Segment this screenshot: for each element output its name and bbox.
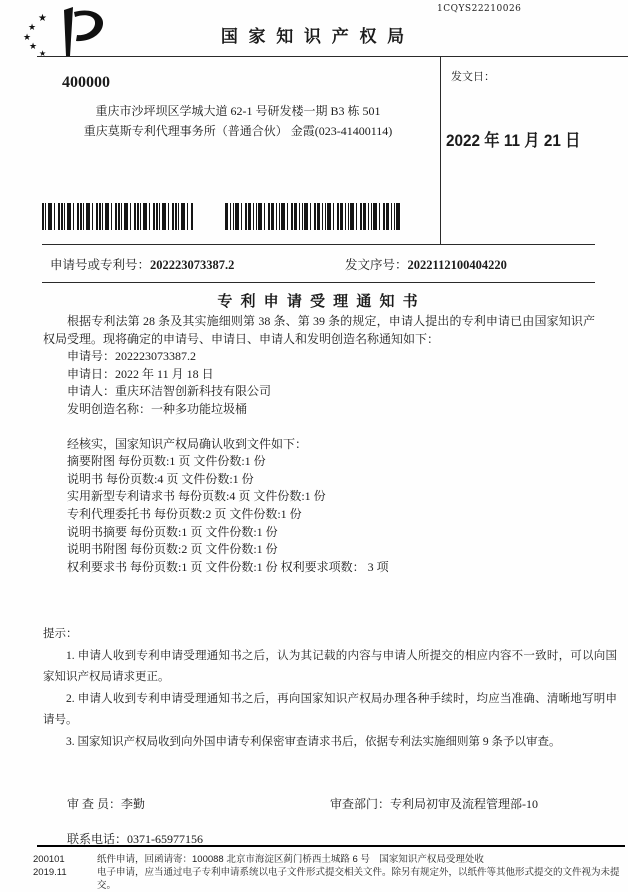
- header-divider: [37, 56, 628, 57]
- tips-section: [43, 624, 617, 753]
- office-title: 国 家 知 识 产 权 局: [220, 27, 408, 46]
- star-icon: ★: [38, 13, 47, 24]
- application-number-value: 202223073387.2: [150, 258, 235, 272]
- field-invention-title: [43, 401, 595, 419]
- form-code: 200101: [33, 854, 65, 865]
- confirm-line: 经核实，国家知识产权局确认收到文件如下：: [67, 436, 308, 451]
- footer-divider: [37, 845, 625, 847]
- serial-number-row: [345, 255, 507, 273]
- tip-item: 3. 国家知识产权局收到向外国申请专利保密审查请求书后，依据专利法实施细则第 9 条予以审查。: [66, 735, 561, 748]
- received-document-item: 权利要求书 每份页数:1 页 文件份数:1 份 权利要求项数： 3 项: [67, 559, 389, 574]
- examiner-row: [67, 795, 145, 812]
- field-value: 重庆环洁智创新科技有限公司: [115, 384, 272, 399]
- serial-number-label: 发文序号：: [345, 258, 408, 272]
- form-footer-text: [97, 853, 623, 892]
- field-applicant: [43, 383, 595, 401]
- footer-electronic-instruction: 电子申请，应当通过电子专利申请系统以电子文件形式提交相关文件。除另有规定外，以纸件等其他形式提交的文件视为未提交。: [97, 867, 620, 891]
- field-label: 申请号：: [67, 349, 116, 364]
- phone-value: 0371-65977156: [127, 832, 204, 846]
- barcode-application-number: [42, 203, 194, 230]
- field-value: 202223073387.2: [115, 349, 197, 364]
- field-value: 2022 年 11 月 18 日: [115, 366, 214, 381]
- address-date-divider: [440, 57, 441, 245]
- field-label: 申请日：: [67, 366, 116, 381]
- examiner-label: 审 查 员：: [67, 797, 122, 811]
- star-icon: ★: [29, 41, 38, 51]
- field-application-number: [43, 348, 595, 366]
- field-filing-date: [43, 366, 595, 384]
- star-icon: ★: [28, 22, 37, 32]
- barcode-serial-number: [225, 203, 401, 230]
- tip-item: 2. 申请人收到专利申请受理通知书之后，再向国家知识产权局办理各种手续时，均应当准确、清晰地写明申请号。: [43, 692, 617, 726]
- tips-heading: 提示：: [43, 628, 78, 640]
- recipient-address-line1: 重庆市沙坪坝区学城大道 62-1 号研发楼一期 B3 栋 501: [95, 104, 381, 118]
- received-document-item: 说明书附图 每份页数:2 页 文件份数:1 份: [67, 542, 278, 557]
- notice-intro: 根据专利法第 28 条及其实施细则第 38 条、第 39 条的规定，申请人提出的专利申请已由国家知识产权局受理。现将确定的申请号、申请日、申请人和发明创造名称通知如下：: [43, 314, 595, 346]
- field-label: 申请人：: [67, 384, 116, 399]
- dispatch-date-value: 2022 年 11 月 21 日: [446, 131, 581, 150]
- recipient-address-line2: 重庆莫斯专利代理事务所（普通合伙） 金霞(023-41400114): [83, 124, 393, 138]
- field-label: 发明创造名称：: [67, 401, 152, 416]
- postal-code: 400000: [62, 74, 110, 91]
- tip-item: 1. 申请人收到专利申请受理通知书之后，认为其记载的内容与申请人所提交的相应内容不一致时，可以向国家知识产权局请求更正。: [43, 649, 617, 683]
- reference-top-divider: [42, 244, 595, 245]
- field-value: 一种多功能垃圾桶: [151, 401, 248, 416]
- star-icon: ★: [23, 32, 32, 42]
- received-document-item: 说明书 每份页数:4 页 文件份数:1 份: [67, 471, 254, 486]
- application-number-row: [50, 255, 234, 273]
- department-value: 专利局初审及流程管理部-10: [390, 797, 539, 811]
- notice-body: [43, 313, 595, 576]
- phone-label: 联系电话：: [67, 832, 128, 846]
- application-number-label: 申请号或专利号：: [50, 258, 151, 272]
- department-label: 审查部门：: [330, 797, 391, 811]
- notice-title: 专 利 申 请 受 理 通 知 书: [217, 293, 420, 310]
- serial-number-value: 2022112100404220: [407, 258, 507, 272]
- examiner-name: 李勤: [121, 797, 146, 811]
- received-document-item: 专利代理委托书 每份页数:2 页 文件份数:1 份: [67, 506, 302, 521]
- received-document-item: 摘要附图 每份页数:1 页 文件份数:1 份: [67, 454, 266, 469]
- reference-bottom-divider: [42, 282, 595, 283]
- dispatch-date-label: 发文日：: [451, 71, 495, 83]
- star-icon: ★: [39, 49, 47, 58]
- document-code: 1CQYS22210026: [437, 4, 522, 14]
- form-footer: [33, 853, 623, 892]
- received-document-item: 说明书摘要 每份页数:1 页 文件份数:1 份: [67, 524, 278, 539]
- footer-paper-instruction: 纸件申请，回函请寄：100088 北京市海淀区蓟门桥西土城路 6 号 国家知识产权局受理处收: [97, 854, 484, 865]
- department-row: [330, 795, 538, 812]
- form-code-column: [33, 853, 97, 892]
- form-version: 2019.11: [33, 867, 67, 878]
- received-document-item: 实用新型专利请求书 每份页数:4 页 文件份数:1 份: [67, 489, 326, 504]
